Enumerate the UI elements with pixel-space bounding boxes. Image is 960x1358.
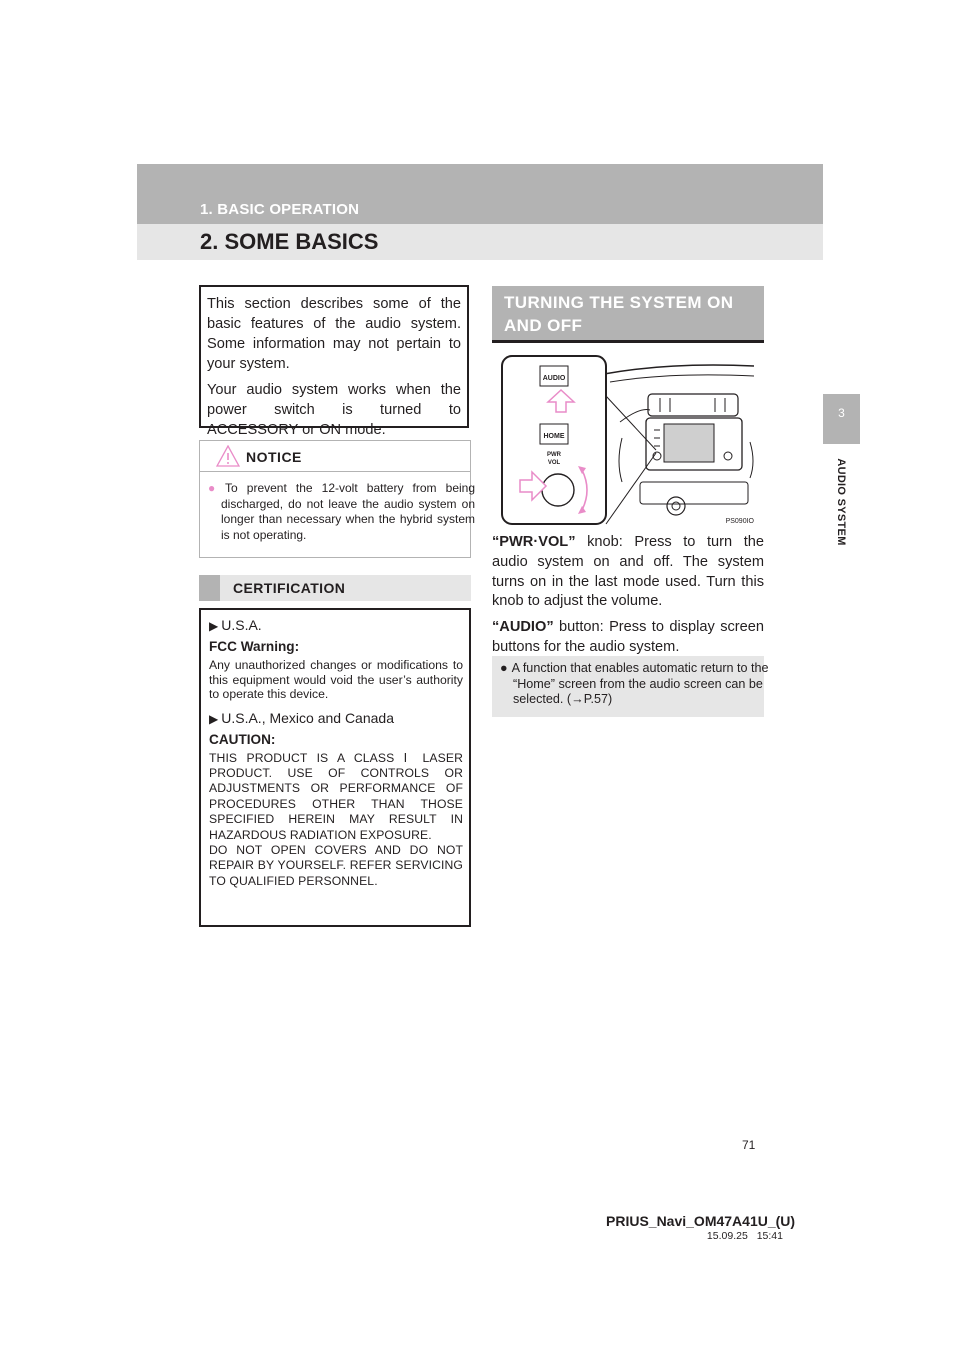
notice-header: [200, 441, 470, 472]
notice-body: [208, 481, 475, 543]
audio-term: “AUDIO”: [492, 619, 554, 636]
figure-code: PS090IO: [725, 518, 754, 525]
caution-text-2: DO NOT OPEN COVERS AND DO NOT REPAIR BY YOURSELF. REFER SERVICING TO QUALIFIED PERSONNEL.: [209, 842, 463, 888]
tip-text: A function that enables automatic return to the “Home” screen from the audio screen can be selected. (→P.57): [511, 661, 769, 706]
region-usa-mexico-canada-text: U.S.A., Mexico and Canada: [221, 709, 394, 726]
operation-description: [492, 533, 764, 664]
notice-title: NOTICE: [246, 449, 302, 465]
region-usa-mexico-canada: [209, 710, 463, 726]
certification-box: [199, 608, 471, 927]
notice-box: [199, 440, 476, 558]
turning-title-line-1: TURNING THE SYSTEM ON: [504, 293, 734, 312]
intro-paragraph-2: Your audio system works when the power switch is turned to ACCESSORY or ON mode.: [207, 382, 461, 438]
region-usa-text: U.S.A.: [221, 617, 262, 633]
page-number: 71: [742, 1138, 756, 1152]
audio-paragraph: [492, 618, 764, 658]
chapter-label: AUDIO SYSTEM: [835, 458, 847, 546]
tip-box: [492, 656, 769, 717]
tip-text-container: [500, 661, 769, 708]
bullet-icon: ●: [500, 661, 508, 675]
pwr-vol-paragraph: [492, 533, 764, 612]
certification-header: [199, 575, 471, 601]
triangle-bullet-icon: ▶: [209, 711, 219, 726]
document-date: 15.09.25 15:41: [706, 1230, 783, 1242]
fcc-warning-text: Any unauthorized changes or modifications to this equipment would void the user’s authority to operate this device.: [209, 658, 463, 701]
vol-label: VOL: [547, 460, 561, 466]
audio-description: button: Press to display screen buttons for the audio system.: [492, 619, 764, 655]
section-label: 1. BASIC OPERATION: [200, 201, 360, 218]
document-id: PRIUS_Navi_OM47A41U_(U): [606, 1213, 796, 1229]
pwr-vol-description: knob: Press to turn the audio system on and off. The system turns on in the last mode used. Turn this knob to adjust the volume.: [492, 534, 764, 610]
bullet-icon: ●: [208, 481, 222, 495]
pwr-vol-term: “PWR·VOL”: [492, 534, 576, 550]
certification-title: CERTIFICATION: [233, 580, 346, 596]
caution-text-1: THIS PRODUCT IS A CLASS Ⅰ LASER PRODUCT. USE OF CONTROLS OR ADJUSTMENTS OR PERFORMANCE OF PROCEDURES OTHER THAN THOSE SPECIFIED HEREIN MAY RESULT IN HAZARDOUS RADIATION EXPOSURE.: [209, 750, 463, 842]
caution-label: CAUTION:: [209, 731, 276, 747]
notice-text: To prevent the 12-volt battery from being discharged, do not leave the audio system on longer than necessary when the hybrid system is not operating.: [221, 481, 476, 542]
turning-title-line-2: AND OFF: [504, 316, 583, 335]
warning-icon: [216, 445, 240, 472]
intro-box: [199, 285, 469, 438]
header-marker: [199, 575, 220, 601]
audio-button-label: AUDIO: [542, 375, 566, 382]
region-usa: [209, 617, 463, 633]
turning-header: [492, 286, 764, 343]
intro-paragraph-1: This section describes some of the basic features of the audio system. Some information may not pertain to your system.: [207, 296, 461, 372]
fcc-warning-label: FCC Warning:: [209, 639, 300, 654]
chapter-number: 3: [838, 406, 845, 420]
home-button-label: HOME: [543, 433, 565, 440]
pwr-label: PWR: [547, 452, 561, 458]
page-title: 2. SOME BASICS: [200, 229, 379, 254]
turning-title: [504, 291, 733, 337]
triangle-bullet-icon: ▶: [209, 619, 219, 633]
dashboard-illustration: [500, 352, 756, 527]
